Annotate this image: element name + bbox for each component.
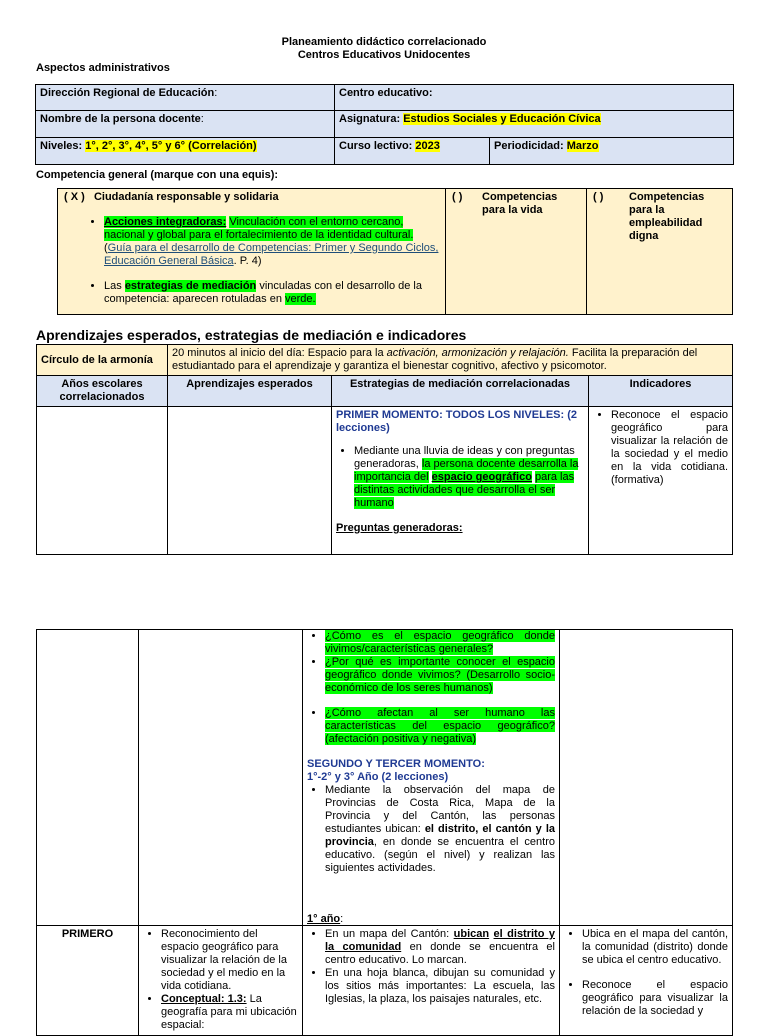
option2-label: Competencias para la vida xyxy=(482,191,558,216)
competencia-list xyxy=(64,216,439,306)
ciudadania-cell xyxy=(58,189,446,315)
estrategias-text: vinculadas con el desarrollo de la competencia: aparecen rotuladas en xyxy=(104,280,422,305)
curso-label: Curso lectivo: xyxy=(339,140,413,152)
option1-label: Ciudadanía responsable y solidaria xyxy=(93,191,279,203)
option2-mark: ( ) xyxy=(452,191,463,203)
act1-b: ubican xyxy=(453,928,490,940)
obs-text-b: el distrito, el cantón y la provincia xyxy=(325,823,555,848)
primer-ano xyxy=(307,913,343,926)
list-item: • Reconoce el espacio geográfico para visualizar la relación de la sociedad y xyxy=(582,979,728,1018)
verde-text: verde. xyxy=(285,293,316,305)
conceptual-label: Conceptual: 1.3: xyxy=(161,993,247,1005)
periodicidad-value: Marzo xyxy=(566,140,599,152)
competencia-table xyxy=(57,188,733,315)
obs-text-a: Mediante la observación del mapa de Provincias de Costa Rica, Mapa de la Provincia y del Cantón, las personas estudiantes ubican: xyxy=(325,784,555,835)
list-item: • Reconoce el espacio geográfico para visualizar la relación de la sociedad y el medio en la vida cotidiana. (formativa) xyxy=(611,409,728,487)
niveles-value: 1°, 2°, 3°, 4°, 5° y 6° (Correlación) xyxy=(85,140,257,152)
indicadores-cell xyxy=(589,407,733,555)
asignatura-label: Asignatura: xyxy=(339,113,401,125)
indicadores-list xyxy=(593,409,728,487)
list-item xyxy=(325,656,555,695)
act1-a: En un mapa del Cantón: xyxy=(325,928,450,940)
option3-label: Competencias para la empleabilidad digna xyxy=(629,191,705,242)
aprendizajes-heading: Aprendizajes esperados, estrategias de mediación e indicadores xyxy=(36,327,467,343)
estrategias-label: estrategias de mediación xyxy=(124,280,257,292)
estrategias-cell xyxy=(332,407,589,555)
list-item xyxy=(104,216,439,268)
list-item xyxy=(325,630,555,656)
question-2: ¿Por qué es importante conocer el espacio geográfico donde vivimos? (Desarrollo socio-económico de los seres humanos) xyxy=(325,656,555,694)
option1-mark: ( X ) xyxy=(64,191,85,203)
aprendizajes-cell xyxy=(139,630,303,926)
indicadores-cell xyxy=(560,630,733,926)
act1-d: en donde se encuentra el centro educativo. Lo marcan. xyxy=(325,941,555,966)
centro-cell xyxy=(335,85,734,111)
question-1: ¿Cómo es el espacio geográfico donde vivimos/características generales? xyxy=(325,630,555,655)
ae-list xyxy=(143,928,298,1032)
pm-list xyxy=(336,445,584,510)
acciones-label: Acciones integradoras: xyxy=(104,216,227,228)
niveles-label: Niveles: xyxy=(40,140,83,152)
list-item xyxy=(104,280,439,306)
docente-colon: : xyxy=(200,113,204,125)
centro-label: Centro educativo: xyxy=(339,87,433,99)
col-aprendizajes-header: Aprendizajes esperados xyxy=(168,376,332,407)
circulo-text-em: activación, armonización y relajación. xyxy=(386,347,569,359)
periodicidad-cell xyxy=(490,138,734,165)
document-title: Planeamiento didáctico correlacionado xyxy=(281,36,487,48)
aprendizajes-cell xyxy=(139,926,303,1036)
direccion-colon: : xyxy=(214,87,218,99)
list-item xyxy=(161,993,298,1032)
guia-link[interactable]: Guía para el desarrollo de Competencias: Primer y Segundo Ciclos, Educación General Básica xyxy=(104,242,439,267)
obs-list xyxy=(307,784,555,875)
preguntas-heading: Preguntas generadoras: xyxy=(336,522,463,534)
direccion-label: Dirección Regional de Educación xyxy=(40,87,215,99)
indicadores-list xyxy=(564,928,728,1018)
admin-heading: Aspectos administrativos xyxy=(36,62,170,74)
guia-open: ( xyxy=(104,242,108,254)
col-anos-header: Años escolares correlacionados xyxy=(37,376,168,407)
acciones-text: Vinculación con el entorno cercano, nacional y global para el fortalecimiento de la identidad cultural. xyxy=(104,216,414,241)
list-item xyxy=(354,445,584,510)
asignatura-value: Estudios Sociales y Educación Cívica xyxy=(403,113,601,125)
actividades-list xyxy=(307,928,555,1006)
obs-text-c: , en donde se encuentra el centro educativo. (según el nivel) y realizan las siguientes actividades. xyxy=(325,836,555,874)
questions-list xyxy=(307,630,555,746)
primer-momento: PRIMER MOMENTO: TODOS LOS NIVELES: (2 lecciones) xyxy=(336,409,578,434)
pm-item-green-end: para las distintas actividades que desarrolla el ser humano xyxy=(354,471,575,509)
col-indicadores-header: Indicadores xyxy=(589,376,733,407)
anos-label: 1°-2° y 3° Año (2 lecciones) xyxy=(307,771,449,783)
curso-value: 2023 xyxy=(415,140,440,152)
circulo-text xyxy=(168,345,733,376)
question-3: ¿Cómo afectan al ser humano las características del espacio geográfico? (afectación positiva y negativa) xyxy=(325,707,555,745)
col-estrategias-header: Estrategias de mediación correlacionadas xyxy=(332,376,589,407)
list-item: • Ubica en el mapa del cantón, la comunidad (distrito) donde se ubica el centro educativo. xyxy=(582,928,728,967)
aprendizajes-table-cont xyxy=(36,629,733,1036)
option3-mark: ( ) xyxy=(593,191,604,203)
pm-item-green: la persona docente desarrolla la importancia del xyxy=(354,458,579,483)
admin-table xyxy=(35,84,734,165)
anos-cell xyxy=(37,407,168,555)
primer-ano-colon: : xyxy=(340,913,344,925)
conceptual-text: La geografía para mi ubicación espacial: xyxy=(161,993,297,1031)
empleabilidad-cell xyxy=(587,189,733,315)
direccion-cell xyxy=(36,85,335,111)
primer-ano-label: 1° año xyxy=(307,913,341,925)
list-item xyxy=(325,928,555,967)
act1-c: el distrito y la comunidad xyxy=(325,928,555,953)
circulo-text-b: Facilita la preparación del estudiantado para el aprendizaje y garantiza el bienestar cognitivo, afectivo y psicomotor. xyxy=(172,347,698,372)
estrategias-cell xyxy=(303,630,560,926)
docente-cell xyxy=(36,111,335,138)
competencia-heading: Competencia general (marque con una equis): xyxy=(36,169,279,181)
indicadores-cell xyxy=(560,926,733,1036)
periodicidad-label: Periodicidad: xyxy=(494,140,564,152)
list-item xyxy=(325,707,555,746)
document-subtitle: Centros Educativos Unidocentes xyxy=(297,49,471,61)
aprendizajes-cell xyxy=(168,407,332,555)
niveles-cell xyxy=(36,138,335,165)
vida-cell xyxy=(446,189,587,315)
circulo-text-a: 20 minutos al inicio del día: Espacio para la xyxy=(172,347,384,359)
asignatura-cell xyxy=(335,111,734,138)
list-item: • En una hoja blanca, dibujan su comunidad y los sitios más importantes: La escuela, las Iglesias, la plaza, los paisajes naturales, etc. xyxy=(325,967,555,1006)
estrategias-cell xyxy=(303,913,560,1036)
pm-item-text: Mediante una lluvia de ideas y con preguntas generadoras, xyxy=(354,445,575,470)
docente-label: Nombre de la persona docente xyxy=(40,113,201,125)
circulo-label: Círculo de la armonía xyxy=(37,345,168,376)
list-item: • Reconocimiento del espacio geográfico para visualizar la relación de la sociedad y el medio en la vida cotidiana. xyxy=(161,928,298,993)
primero-cell: PRIMERO xyxy=(37,926,139,1036)
guia-page: . P. 4) xyxy=(233,255,262,267)
anos-cell xyxy=(37,630,139,926)
pm-item-espacio: espacio geográfico xyxy=(431,471,532,483)
las-text: Las xyxy=(104,280,122,292)
segundo-momento: SEGUNDO Y TERCER MOMENTO: xyxy=(307,758,485,770)
aprendizajes-table xyxy=(36,344,733,555)
curso-cell xyxy=(335,138,490,165)
list-item xyxy=(325,784,555,875)
